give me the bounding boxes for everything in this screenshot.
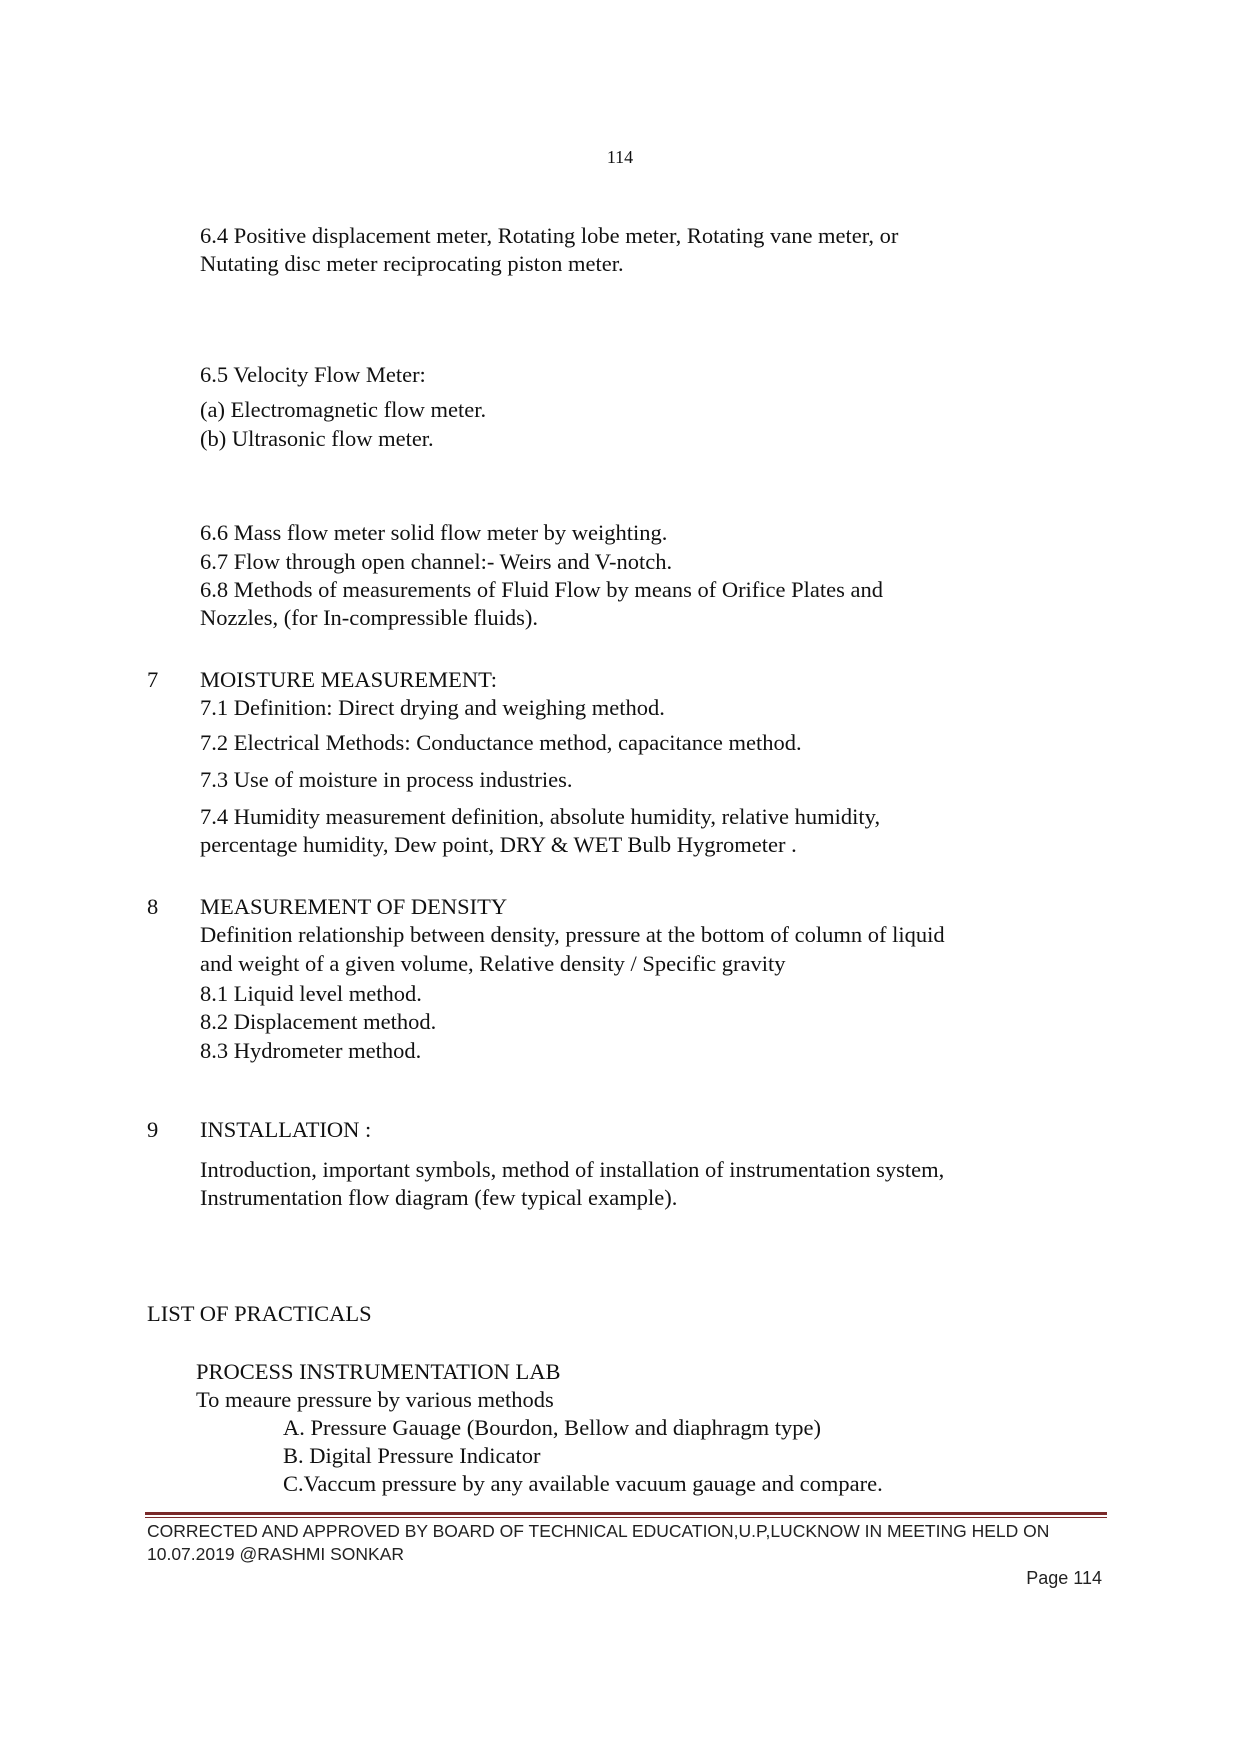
section-9-line-1: Introduction, important symbols, method of installation of instrumentation system, <box>200 1157 945 1182</box>
section-6-7: 6.7 Flow through open channel:- Weirs and V-notch. <box>200 549 673 574</box>
section-6-5-title: 6.5 Velocity Flow Meter: <box>200 362 426 387</box>
practicals-lab-title: PROCESS INSTRUMENTATION LAB <box>196 1359 561 1384</box>
section-8-title: MEASUREMENT OF DENSITY <box>200 894 508 919</box>
footer-rule-thick <box>145 1512 1107 1515</box>
practical-item-b: B. Digital Pressure Indicator <box>283 1443 541 1468</box>
practicals-heading: LIST OF PRACTICALS <box>147 1301 372 1326</box>
footer-approval-line-2: 10.07.2019 @RASHMI SONKAR <box>147 1544 405 1564</box>
section-6-8-line-2: Nozzles, (for In-compressible fluids). <box>200 605 539 630</box>
section-6-5-item-a: (a) Electromagnetic flow meter. <box>200 397 487 422</box>
section-9-number: 9 <box>147 1117 159 1142</box>
section-8-item-3: 8.3 Hydrometer method. <box>200 1038 422 1063</box>
section-7-item-1: 7.1 Definition: Direct drying and weighing method. <box>200 695 665 720</box>
section-9-line-2: Instrumentation flow diagram (few typical example). <box>200 1185 678 1210</box>
section-8-item-1: 8.1 Liquid level method. <box>200 981 422 1006</box>
section-7-number: 7 <box>147 667 159 692</box>
practicals-intro: To meaure pressure by various methods <box>196 1387 554 1412</box>
section-7-item-4-line-2: percentage humidity, Dew point, DRY & WET Bulb Hygrometer . <box>200 832 797 857</box>
section-7-title: MOISTURE MEASUREMENT: <box>200 667 498 692</box>
footer-rule-thin <box>145 1517 1107 1518</box>
section-6-8-line-1: 6.8 Methods of measurements of Fluid Flow by means of Orifice Plates and <box>200 577 884 602</box>
section-8-definition-line-1: Definition relationship between density, pressure at the bottom of column of liquid <box>200 922 945 947</box>
practical-item-c: C.Vaccum pressure by any available vacuum gauage and compare. <box>283 1471 883 1496</box>
section-8-item-2: 8.2 Displacement method. <box>200 1009 437 1034</box>
footer-approval-line-1: CORRECTED AND APPROVED BY BOARD OF TECHNICAL EDUCATION,U.P,LUCKNOW IN MEETING HELD ON <box>147 1521 1050 1541</box>
section-9-title: INSTALLATION : <box>200 1117 372 1142</box>
section-6-4-line-1: 6.4 Positive displacement meter, Rotating lobe meter, Rotating vane meter, or <box>200 223 899 248</box>
section-8-number: 8 <box>147 894 159 919</box>
section-6-4-line-2: Nutating disc meter reciprocating piston meter. <box>200 251 624 276</box>
section-7-item-3: 7.3 Use of moisture in process industries. <box>200 767 573 792</box>
section-7-item-4-line-1: 7.4 Humidity measurement definition, absolute humidity, relative humidity, <box>200 804 881 829</box>
header-page-number: 114 <box>606 147 634 167</box>
section-8-definition-line-2: and weight of a given volume, Relative density / Specific gravity <box>200 951 786 976</box>
practical-item-a: A. Pressure Gauage (Bourdon, Bellow and diaphragm type) <box>283 1415 821 1440</box>
footer-page-label: Page 114 <box>1026 1568 1102 1588</box>
section-6-5-item-b: (b) Ultrasonic flow meter. <box>200 426 434 451</box>
section-6-6: 6.6 Mass flow meter solid flow meter by weighting. <box>200 520 668 545</box>
section-7-item-2: 7.2 Electrical Methods: Conductance method, capacitance method. <box>200 730 802 755</box>
